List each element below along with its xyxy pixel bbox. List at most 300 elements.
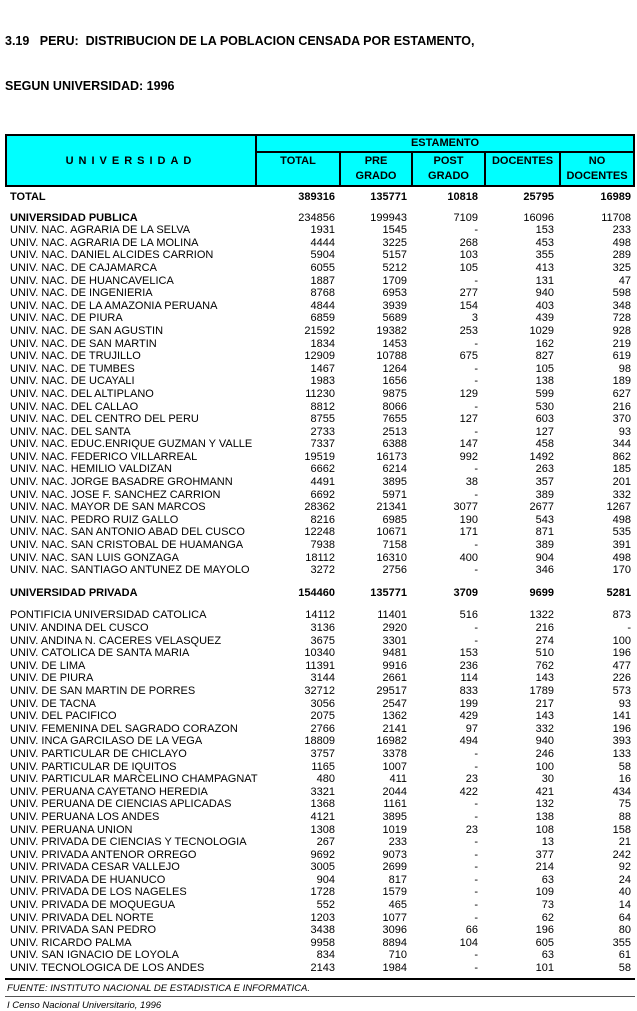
table-row — [7, 735, 633, 748]
cell-no-docentes: 98 — [618, 362, 631, 375]
university-name: UNIV. INCA GARCILASO DE LA VEGA — [10, 735, 203, 748]
cell-post-grado: 494 — [459, 735, 478, 748]
cell-post-grado: 38 — [465, 476, 478, 489]
cell-post-grado: - — [474, 760, 478, 773]
cell-no-docentes: 216 — [612, 400, 631, 413]
table-row — [7, 426, 633, 439]
university-name: UNIV. NAC. DE SAN AGUSTIN — [10, 324, 164, 337]
cell-post-grado: 675 — [459, 350, 478, 363]
university-name: UNIV. NAC. DE TRUJILLO — [10, 350, 141, 363]
table-row — [7, 325, 633, 338]
cell-no-docentes: 21 — [618, 836, 631, 849]
table-row — [7, 539, 633, 552]
cell-docentes: 108 — [535, 823, 554, 836]
cell-pre-grado: 1007 — [382, 760, 407, 773]
cell-docentes: 421 — [535, 785, 554, 798]
cell-no-docentes: 219 — [612, 337, 631, 350]
cell-no-docentes: 289 — [612, 249, 631, 262]
university-name: UNIV. NAC. SANTIAGO ANTUNEZ DE MAYOLO — [10, 564, 250, 577]
cell-no-docentes: 92 — [618, 861, 631, 874]
cell-no-docentes: 355 — [612, 936, 631, 949]
university-name: UNIV. NAC. AGRARIA DE LA SELVA — [10, 224, 191, 237]
university-name: UNIV. NAC. JORGE BASADRE GROHMANN — [10, 476, 233, 489]
cell-no-docentes: 348 — [612, 299, 631, 312]
university-name: PONTIFICIA UNIVERSIDAD CATOLICA — [10, 609, 207, 622]
cell-total: 11391 — [305, 659, 335, 672]
cell-pre-grado: 16173 — [376, 450, 407, 463]
cell-total: 1728 — [310, 886, 335, 899]
cell-docentes: 1789 — [529, 684, 554, 697]
university-name: UNIV. NAC. JOSE F. SANCHEZ CARRION — [10, 488, 221, 501]
cell-post-grado: - — [474, 899, 478, 912]
cell-pre-grado: 29517 — [376, 684, 407, 697]
cell-pre-grado: 233 — [388, 836, 407, 849]
university-name: UNIV. NAC. SAN ANTONIO ABAD DEL CUSCO — [10, 526, 245, 539]
table-row — [7, 962, 633, 975]
cell-post-grado: - — [474, 564, 478, 577]
cell-no-docentes: 627 — [612, 387, 631, 400]
cell-post-grado: - — [474, 836, 478, 849]
cell-pre-grado: 5689 — [382, 312, 407, 325]
cell-total: 8812 — [310, 400, 335, 413]
university-name: UNIV. NAC. DE PIURA — [10, 312, 123, 325]
university-name: UNIV. PERUANA UNION — [10, 823, 133, 836]
cell-post-grado: 3 — [471, 312, 478, 325]
cell-total: 3675 — [310, 634, 335, 647]
cell-total: 1467 — [310, 362, 335, 375]
cell-docentes: 762 — [535, 659, 554, 672]
header-col-no-docentes-line2: DOCENTES — [566, 170, 628, 182]
cell-docentes: 2677 — [529, 501, 554, 514]
cell-total: 4444 — [310, 236, 335, 249]
cell-pre-grado: 1709 — [382, 274, 407, 287]
cell-pre-grado: 2513 — [382, 425, 407, 438]
cell-no-docentes: 75 — [618, 798, 631, 811]
cell-no-docentes: 242 — [612, 848, 631, 861]
cell-post-grado: 833 — [459, 684, 478, 697]
university-name: UNIV. NAC. SAN CRISTOBAL DE HUAMANGA — [10, 539, 244, 552]
cell-total: 1368 — [310, 798, 335, 811]
university-name: UNIV. NAC. DE CAJAMARCA — [10, 261, 157, 274]
cell-docentes: 332 — [535, 722, 554, 735]
university-name: UNIV. PRIVADA DE LOS NAGELES — [10, 886, 187, 899]
table-row — [7, 489, 633, 502]
cell-total: 3144 — [310, 672, 335, 685]
cell-total: 8755 — [310, 413, 335, 426]
cell-pre-grado: 710 — [388, 949, 407, 962]
cell-total: 4491 — [310, 476, 335, 489]
cell-post-grado: 422 — [459, 785, 478, 798]
cell-docentes: 246 — [535, 747, 554, 760]
university-name: UNIV. CATOLICA DE SANTA MARIA — [10, 647, 190, 660]
university-name: UNIV. DE LIMA — [10, 659, 86, 672]
header-col-pre-grado-line1: PRE — [364, 155, 388, 167]
university-name: UNIV. PRIVADA SAN PEDRO — [10, 924, 157, 937]
cell-total: 14112 — [305, 609, 335, 622]
cell-post-grado: 147 — [459, 438, 478, 451]
cell-pre-grado: 6953 — [382, 287, 407, 300]
university-name: UNIV. PARTICULAR DE IQUITOS — [10, 760, 177, 773]
cell-total: 552 — [316, 899, 335, 912]
table-header — [5, 134, 635, 187]
cell-no-docentes: 498 — [612, 551, 631, 564]
cell-pre-grado: 1984 — [382, 962, 407, 975]
table-row — [7, 363, 633, 376]
university-name: UNIV. ANDINA N. CACERES VELASQUEZ — [10, 634, 222, 647]
cell-no-docentes: - — [627, 622, 631, 634]
cell-post-grado: 114 — [460, 672, 478, 685]
header-col-post-grado — [413, 153, 486, 185]
cell-no-docentes: 344 — [612, 438, 631, 451]
cell-pre-grado: 1019 — [382, 823, 407, 836]
cell-post-grado: 105 — [459, 261, 478, 274]
table-row — [7, 312, 633, 325]
source-note: FUENTE: INSTITUTO NACIONAL DE ESTADISTICA E INFORMATICA. — [5, 980, 635, 997]
university-name: UNIV. ANDINA DEL CUSCO — [10, 622, 149, 634]
header-col-total — [257, 153, 341, 185]
cell-post-grado: 10818 — [447, 191, 478, 203]
cell-total: 904 — [316, 873, 335, 886]
header-universidad-label: UNIVERSIDAD — [65, 154, 197, 167]
cell-post-grado: - — [474, 375, 478, 388]
cell-pre-grado: 1077 — [382, 911, 407, 924]
cell-docentes: 1322 — [529, 609, 554, 622]
cell-docentes: 30 — [541, 773, 554, 786]
table-row — [7, 438, 633, 451]
cell-total: 3321 — [310, 785, 335, 798]
cell-docentes: 62 — [541, 911, 554, 924]
cell-pre-grado: 16310 — [376, 551, 407, 564]
table-row — [7, 275, 633, 288]
cell-docentes: 453 — [535, 236, 554, 249]
cell-no-docentes: 58 — [618, 962, 631, 975]
cell-post-grado: 199 — [459, 697, 478, 710]
university-name: UNIV. NAC. DEL CENTRO DEL PERU — [10, 413, 199, 426]
university-name: UNIV. PRIVADA DE HUANUCO — [10, 873, 166, 886]
cell-pre-grado: 8066 — [382, 400, 407, 413]
table-row — [7, 635, 633, 648]
cell-pre-grado: 2044 — [382, 785, 407, 798]
cell-total: 4844 — [310, 299, 335, 312]
cell-post-grado: - — [474, 488, 478, 501]
cell-pre-grado: 16982 — [376, 735, 407, 748]
cell-pre-grado: 9481 — [382, 647, 407, 660]
cell-pre-grado: 5971 — [382, 488, 407, 501]
cell-pre-grado: 3225 — [382, 236, 407, 249]
cell-post-grado: 190 — [459, 513, 478, 526]
cell-no-docentes: 14 — [618, 899, 631, 912]
table-row — [7, 886, 633, 899]
cell-docentes: 871 — [535, 526, 554, 539]
table-row — [7, 748, 633, 761]
table-row — [7, 798, 633, 811]
university-name: UNIV. NAC. DANIEL ALCIDES CARRION — [10, 249, 214, 262]
cell-docentes: 355 — [535, 249, 554, 262]
cell-post-grado: - — [474, 274, 478, 287]
cell-post-grado: 23 — [465, 823, 478, 836]
cell-pre-grado: 3895 — [382, 476, 407, 489]
cell-total: 12248 — [304, 526, 335, 539]
cell-post-grado: 129 — [459, 387, 478, 400]
cell-total: 7938 — [310, 539, 335, 552]
university-name: UNIV. NAC. HEMILIO VALDIZAN — [10, 463, 172, 476]
header-col-pre-grado — [341, 153, 413, 185]
cell-post-grado: - — [474, 747, 478, 760]
cell-total: 1887 — [310, 274, 335, 287]
table-row — [7, 912, 633, 925]
table-row — [7, 949, 633, 962]
cell-pre-grado: 199943 — [370, 211, 407, 224]
cell-docentes: 403 — [535, 299, 554, 312]
cell-pre-grado: 2661 — [382, 672, 407, 685]
cell-no-docentes: 24 — [618, 873, 631, 886]
table-row — [7, 401, 633, 414]
cell-docentes: 101 — [535, 962, 554, 975]
header-col-post-grado-line2: GRADO — [428, 170, 469, 182]
cell-docentes: 138 — [535, 810, 554, 823]
university-name: UNIV. PARTICULAR MARCELINO CHAMPAGNAT — [10, 773, 258, 786]
cell-total: 28362 — [304, 501, 335, 514]
cell-post-grado: - — [474, 798, 478, 811]
cell-no-docentes: 133 — [612, 747, 631, 760]
table-row — [7, 672, 633, 685]
cell-total: 2143 — [310, 962, 335, 975]
university-name: UNIV. NAC. DE HUANCAVELICA — [10, 274, 174, 287]
cell-no-docentes: 573 — [612, 684, 631, 697]
cell-docentes: 940 — [535, 287, 554, 300]
cell-docentes: 217 — [535, 697, 554, 710]
cell-post-grado: - — [474, 949, 478, 962]
cell-total: 6692 — [310, 488, 335, 501]
cell-post-grado: 23 — [465, 773, 478, 786]
cell-no-docentes: 158 — [612, 823, 631, 836]
table-row — [7, 723, 633, 736]
data-table — [5, 134, 635, 978]
cell-docentes: 143 — [535, 710, 554, 723]
table-row — [7, 249, 633, 262]
cell-pre-grado: 5157 — [382, 249, 407, 262]
table-row — [7, 338, 633, 351]
cell-post-grado: 236 — [459, 659, 478, 672]
cell-pre-grado: 5212 — [382, 261, 407, 274]
cell-docentes: 377 — [535, 848, 554, 861]
university-name: UNIV. PARTICULAR DE CHICLAYO — [10, 747, 187, 760]
cell-post-grado: - — [474, 400, 478, 413]
cell-post-grado: - — [474, 962, 478, 975]
cell-no-docentes: 93 — [618, 697, 631, 710]
cell-docentes: 413 — [535, 261, 554, 274]
table-row — [7, 375, 633, 388]
university-name: UNIV. NAC. MAYOR DE SAN MARCOS — [10, 501, 206, 514]
cell-pre-grado: 3096 — [382, 924, 407, 937]
table-row — [7, 191, 633, 204]
cell-post-grado: - — [474, 810, 478, 823]
table-row — [7, 849, 633, 862]
cell-total: 1203 — [310, 911, 335, 924]
university-name: UNIV. NAC. DE UCAYALI — [10, 375, 135, 388]
cell-total: 480 — [316, 773, 335, 786]
cell-total: 267 — [316, 836, 335, 849]
cell-no-docentes: 64 — [618, 911, 631, 924]
cell-post-grado: - — [474, 873, 478, 886]
cell-pre-grado: 6214 — [382, 463, 407, 476]
cell-no-docentes: 5281 — [606, 586, 631, 599]
cell-pre-grado: 9875 — [382, 387, 407, 400]
cell-total: 3272 — [310, 564, 335, 577]
cell-total: 3056 — [310, 697, 335, 710]
census-note: I Censo Nacional Universitario, 1996 — [7, 999, 162, 1011]
table-row — [7, 761, 633, 774]
cell-post-grado: - — [474, 861, 478, 874]
university-name: UNIV. PRIVADA ANTENOR ORREGO — [10, 848, 197, 861]
cell-post-grado: - — [474, 337, 478, 350]
table-row — [7, 350, 633, 363]
cell-pre-grado: 6985 — [382, 513, 407, 526]
cell-post-grado: 429 — [459, 710, 478, 723]
cell-post-grado: 127 — [459, 413, 478, 426]
university-name: UNIV. NAC. SAN LUIS GONZAGA — [10, 551, 179, 564]
cell-pre-grado: 2699 — [382, 861, 407, 874]
university-name: UNIV. PRIVADA DE CIENCIAS Y TECNOLOGIA — [10, 836, 247, 849]
cell-no-docentes: 598 — [612, 287, 631, 300]
cell-post-grado: 400 — [459, 551, 478, 564]
cell-no-docentes: 434 — [612, 785, 631, 798]
cell-post-grado: 516 — [459, 609, 478, 622]
cell-no-docentes: 58 — [618, 760, 631, 773]
cell-pre-grado: 10671 — [376, 526, 407, 539]
cell-no-docentes: 1267 — [606, 501, 631, 514]
table-row — [7, 212, 633, 225]
cell-total: 3438 — [310, 924, 335, 937]
cell-docentes: 196 — [535, 924, 554, 937]
cell-no-docentes: 185 — [612, 463, 631, 476]
cell-total: 32712 — [304, 684, 335, 697]
cell-total: 1308 — [310, 823, 335, 836]
cell-docentes: 13 — [541, 836, 554, 849]
cell-no-docentes: 40 — [618, 886, 631, 899]
university-name: UNIV. DE TACNA — [10, 697, 96, 710]
cell-post-grado: - — [474, 463, 478, 476]
cell-pre-grado: 21341 — [376, 501, 407, 514]
table-row — [7, 300, 633, 313]
cell-pre-grado: 3939 — [382, 299, 407, 312]
cell-docentes: 263 — [535, 463, 554, 476]
cell-post-grado: 277 — [459, 287, 478, 300]
cell-docentes: 63 — [541, 873, 554, 886]
university-name: TOTAL — [10, 191, 46, 203]
cell-no-docentes: 170 — [612, 564, 631, 577]
cell-total: 18809 — [304, 735, 335, 748]
university-name: UNIV. NAC. EDUC.ENRIQUE GUZMAN Y VALLE — [10, 438, 253, 451]
table-row — [7, 937, 633, 950]
cell-no-docentes: 728 — [612, 312, 631, 325]
cell-post-grado: 3709 — [453, 586, 478, 599]
cell-pre-grado: 1264 — [382, 362, 407, 375]
university-name: UNIV. NAC. AGRARIA DE LA MOLINA — [10, 236, 199, 249]
cell-no-docentes: 93 — [618, 425, 631, 438]
cell-docentes: 143 — [535, 672, 554, 685]
cell-no-docentes: 862 — [612, 450, 631, 463]
header-universidad — [7, 136, 257, 185]
cell-post-grado: - — [474, 911, 478, 924]
table-row — [7, 710, 633, 723]
table-row — [7, 899, 633, 912]
cell-total: 7337 — [310, 438, 335, 451]
table-row — [7, 824, 633, 837]
cell-post-grado: - — [474, 425, 478, 438]
cell-total: 21592 — [304, 324, 335, 337]
cell-post-grado: - — [474, 362, 478, 375]
cell-total: 3005 — [310, 861, 335, 874]
table-row — [7, 622, 633, 635]
cell-docentes: 605 — [535, 936, 554, 949]
cell-pre-grado: 1161 — [383, 798, 407, 811]
cell-pre-grado: 2547 — [382, 697, 407, 710]
cell-docentes: 510 — [535, 647, 554, 660]
cell-no-docentes: 393 — [612, 735, 631, 748]
university-name: UNIV. TECNOLOGICA DE LOS ANDES — [10, 962, 205, 975]
cell-docentes: 162 — [535, 337, 554, 350]
university-name: UNIV. NAC. DE LA AMAZONIA PERUANA — [10, 299, 218, 312]
university-name: UNIV. DE PIURA — [10, 672, 94, 685]
cell-no-docentes: 196 — [612, 647, 631, 660]
cell-post-grado: 7109 — [453, 211, 478, 224]
cell-no-docentes: 391 — [612, 539, 631, 552]
cell-docentes: 357 — [535, 476, 554, 489]
cell-total: 11230 — [305, 387, 335, 400]
cell-total: 9958 — [310, 936, 335, 949]
table-row — [7, 463, 633, 476]
table-row — [7, 924, 633, 937]
table-row — [7, 287, 633, 300]
table-row — [7, 262, 633, 275]
cell-total: 1834 — [310, 337, 335, 350]
cell-pre-grado: 1656 — [382, 375, 407, 388]
cell-no-docentes: 16 — [618, 773, 631, 786]
cell-pre-grado: 1579 — [382, 886, 407, 899]
university-name: UNIV. PERUANA LOS ANDES — [10, 810, 160, 823]
cell-no-docentes: 11708 — [601, 211, 631, 224]
cell-pre-grado: 135771 — [370, 586, 407, 599]
cell-post-grado: 103 — [459, 249, 478, 262]
cell-post-grado: 268 — [459, 236, 478, 249]
cell-docentes: 904 — [535, 551, 554, 564]
university-name: UNIV. NAC. DEL ALTIPLANO — [10, 387, 154, 400]
cell-docentes: 105 — [535, 362, 554, 375]
table-row — [7, 587, 633, 600]
cell-post-grado: 992 — [459, 450, 478, 463]
cell-no-docentes: 498 — [612, 513, 631, 526]
cell-pre-grado: 2920 — [382, 622, 407, 634]
cell-docentes: 63 — [541, 949, 554, 962]
cell-no-docentes: 100 — [612, 634, 631, 647]
cell-pre-grado: 8894 — [382, 936, 407, 949]
title-line-2: SEGUN UNIVERSIDAD: 1996 — [5, 79, 175, 93]
cell-pre-grado: 1453 — [382, 337, 407, 350]
cell-docentes: 346 — [535, 564, 554, 577]
cell-no-docentes: 16989 — [600, 191, 631, 203]
table-row — [7, 564, 633, 577]
header-col-docentes — [486, 153, 561, 185]
cell-post-grado: 104 — [459, 936, 478, 949]
cell-total: 2075 — [310, 710, 335, 723]
cell-pre-grado: 9916 — [382, 659, 407, 672]
table-row — [7, 552, 633, 565]
cell-pre-grado: 11401 — [377, 609, 407, 622]
cell-docentes: 603 — [535, 413, 554, 426]
cell-post-grado: - — [474, 848, 478, 861]
university-name: UNIV. NAC. DEL SANTA — [10, 425, 131, 438]
